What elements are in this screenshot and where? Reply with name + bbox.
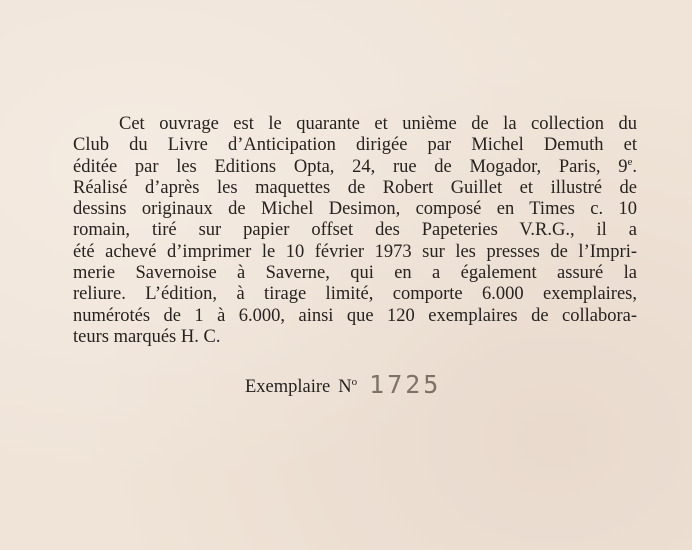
stamped-copy-number: 1725 (369, 370, 442, 399)
colophon-line: été achevé d’imprimer le 10 février 1973 sur les presses de l’Impri- (73, 241, 637, 262)
colophon-line: numérotés de 1 à 6.000, ainsi que 120 exemplaires de collabora- (73, 305, 637, 326)
colophon-line: Cet ouvrage est le quarante et unième de la collection du (119, 114, 637, 134)
numero-prefix: N (338, 377, 352, 397)
colophon-line: Club du Livre d’Anticipation dirigée par Michel Demuth et (73, 135, 637, 156)
colophon-line: reliure. L’édition, à tirage limité, comporte 6.000 exemplaires, (73, 284, 637, 305)
colophon-line: teurs marqués H. C. (73, 326, 221, 347)
colophon-line: merie Savernoise à Saverne, qui en a également assuré la (73, 263, 637, 284)
numero-suffix: o (351, 375, 358, 388)
numero-label (338, 377, 357, 397)
copy-number-line (245, 369, 441, 398)
line-trailing-period: . (632, 156, 637, 177)
colophon-paragraph (73, 114, 637, 348)
colophon-line-text: éditée par les Editions Opta, 24, rue de Mogador, Paris, 9 (73, 156, 628, 177)
colophon-line: Réalisé d’après les maquettes de Robert Guillet et illustré de (73, 177, 637, 198)
exemplaire-label: Exemplaire (245, 377, 331, 397)
colophon-line: romain, tiré sur papier offset des Papeteries V.R.G., il a (73, 220, 637, 241)
colophon-line: dessins originaux de Michel Desimon, composé en Times c. 10 (73, 199, 637, 220)
ordinal-suffix: e (627, 155, 633, 168)
colophon-line-with-ordinal (73, 157, 637, 178)
